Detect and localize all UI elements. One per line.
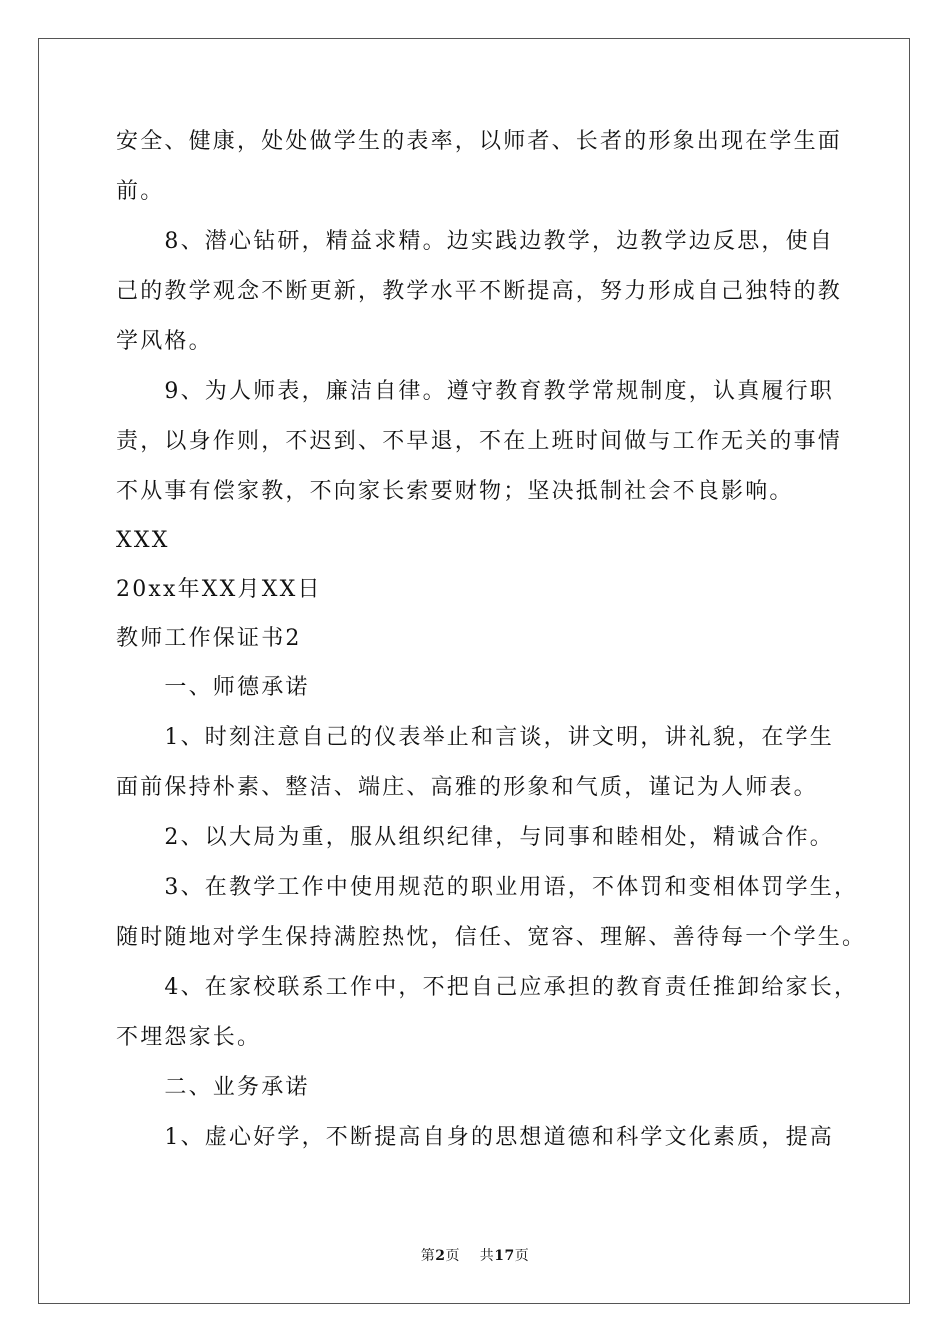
- total-suffix: 页: [514, 1248, 530, 1264]
- text-line: 3、在教学工作中使用规范的职业用语，不体罚和变相体罚学生，: [116, 875, 859, 900]
- text-line: 安全、健康，处处做学生的表率，以师者、长者的形象出现在学生面: [116, 129, 843, 154]
- page-prefix: 第: [420, 1248, 436, 1264]
- text-line: 随时随地对学生保持满腔热忱，信任、宽容、理解、善待每一个学生。: [116, 925, 867, 950]
- text-line: 不埋怨家长。: [116, 1025, 262, 1050]
- text-line: 9、为人师表，廉洁自律。遵守教育教学常规制度，认真履行职: [116, 379, 834, 404]
- signature-name: XXX: [116, 528, 170, 553]
- page-footer: [0, 1246, 950, 1266]
- text-line: 8、潜心钻研，精益求精。边实践边教学，边教学边反思，使自: [116, 229, 834, 254]
- section-title: 教师工作保证书2: [116, 626, 302, 651]
- text-line: 不从事有偿家教，不向家长索要财物；坚决抵制社会不良影响。: [116, 479, 794, 504]
- subheading: 二、业务承诺: [116, 1075, 310, 1100]
- subheading: 一、师德承诺: [116, 675, 310, 700]
- text-line: 面前保持朴素、整洁、端庄、高雅的形象和气质，谨记为人师表。: [116, 775, 818, 800]
- text-line: 2、以大局为重，服从组织纪律，与同事和睦相处，精诚合作。: [116, 825, 834, 850]
- text-line: 己的教学观念不断更新，教学水平不断提高，努力形成自己独特的教: [116, 279, 843, 304]
- signature-date: 20xx年XX月XX日: [116, 577, 322, 602]
- text-line: 前。: [116, 179, 165, 204]
- total-pages: 17: [494, 1248, 515, 1264]
- text-line: 责，以身作则，不迟到、不早退，不在上班时间做与工作无关的事情: [116, 429, 843, 454]
- text-line: 1、时刻注意自己的仪表举止和言谈，讲文明，讲礼貌，在学生: [116, 725, 834, 750]
- page-suffix: 页: [445, 1248, 460, 1264]
- total-prefix: 共: [479, 1248, 495, 1264]
- page-number: 2: [435, 1248, 446, 1264]
- text-line: 学风格。: [116, 329, 213, 354]
- text-line: 4、在家校联系工作中，不把自己应承担的教育责任推卸给家长，: [116, 975, 859, 1000]
- text-line: 1、虚心好学，不断提高自身的思想道德和科学文化素质，提高: [116, 1125, 834, 1150]
